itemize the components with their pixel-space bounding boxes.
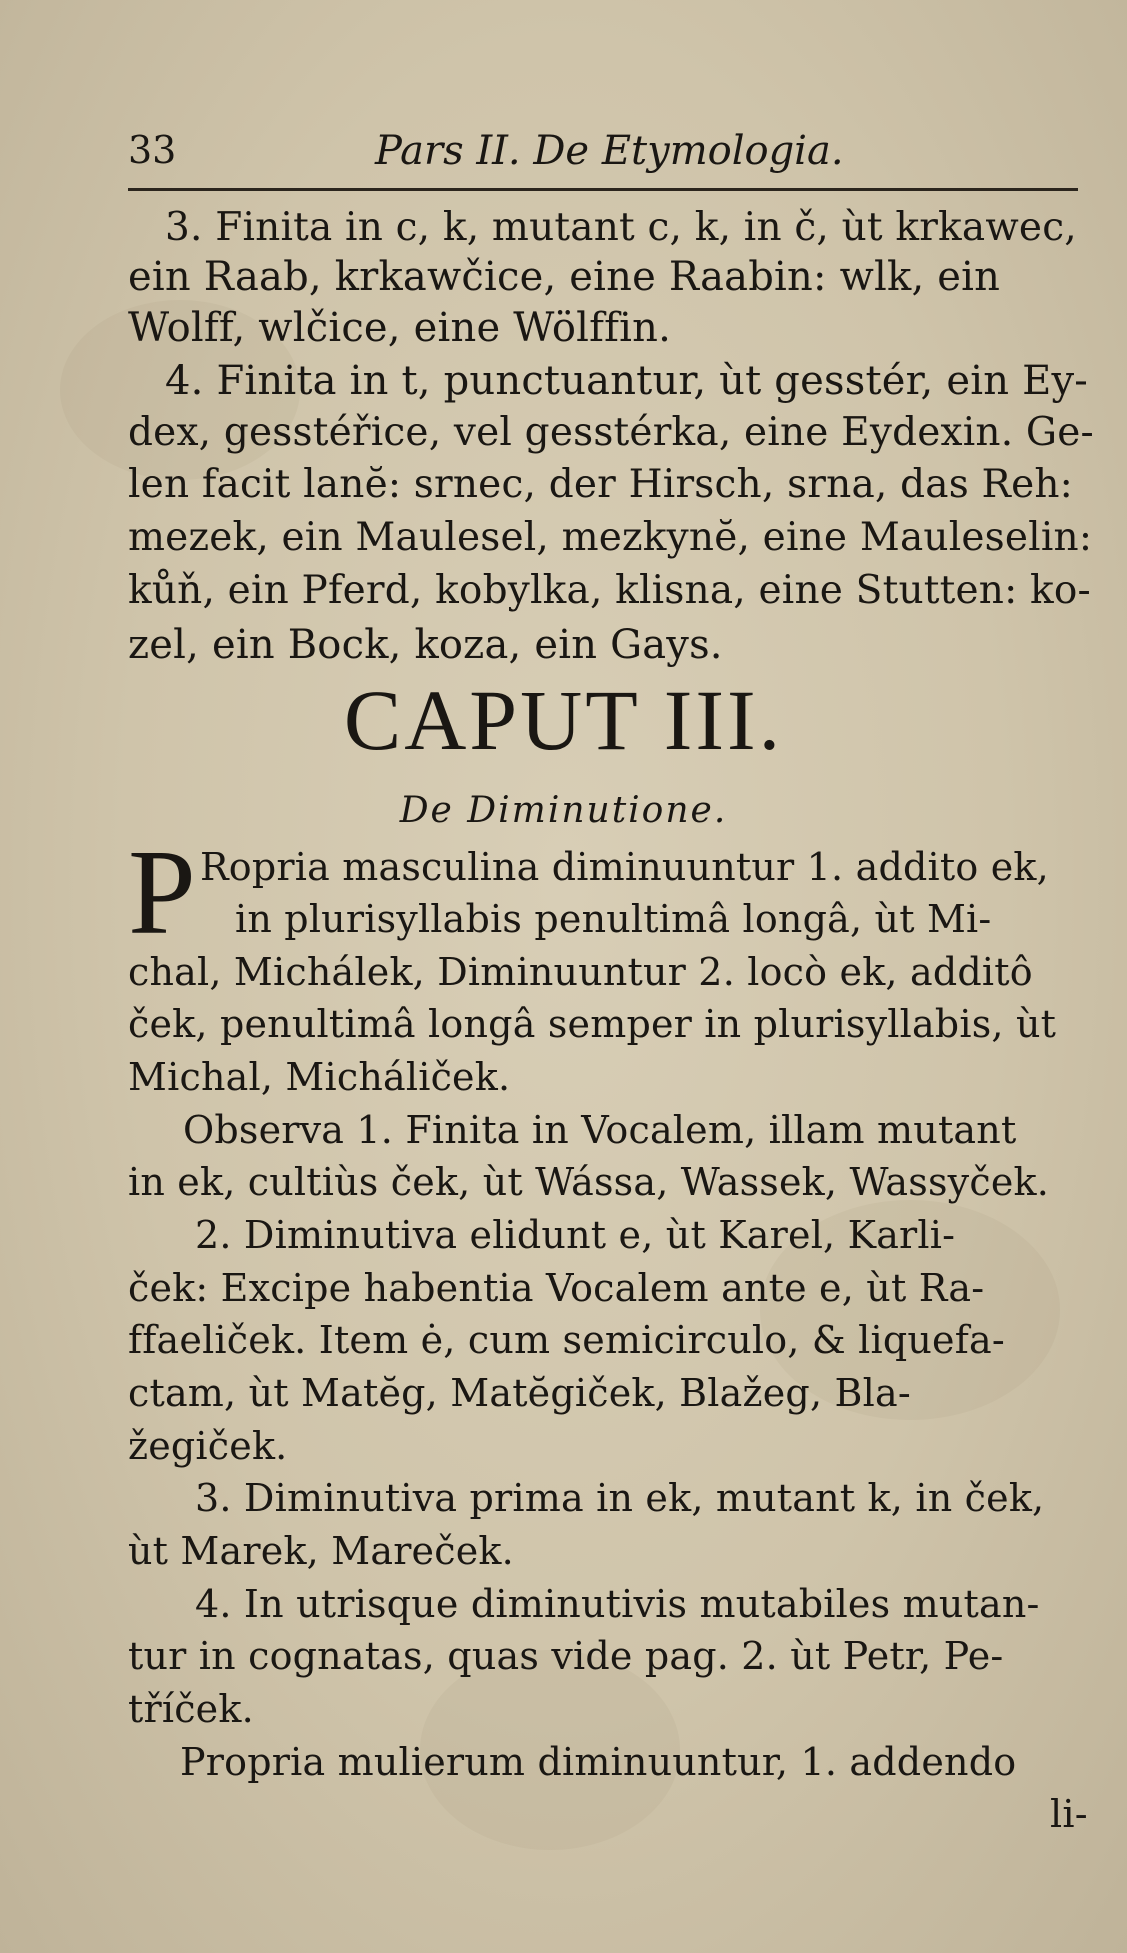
drop-cap: P	[128, 825, 196, 960]
text-line: kůň, ein Pferd, kobylka, klisna, eine Stutten: ko-	[128, 568, 1091, 613]
chapter-subtitle: De Diminutione.	[399, 790, 728, 831]
text-line: ček, penultimâ longâ semper in plurisyllabis, ùt	[128, 1002, 1057, 1046]
text-line: 4. Finita in t, punctuantur, ùt gesstér, ein Ey-	[165, 358, 1088, 404]
text-line: ffaeliček. Item ė, cum semicirculo, & liquefa-	[128, 1318, 1005, 1362]
text-line: 2. Diminutiva elidunt e, ùt Karel, Karli-	[195, 1213, 956, 1257]
text-line: ùt Marek, Mareček.	[128, 1529, 514, 1573]
text-line: in plurisyllabis penultimâ longâ, ùt Mi-	[235, 897, 992, 941]
text-line: ček: Excipe habentia Vocalem ante e, ùt Ra-	[128, 1266, 985, 1310]
text-line: Ropria masculina diminuuntur 1. addito ek,	[200, 845, 1049, 889]
catchword: li-	[1050, 1792, 1088, 1836]
text-line: 3. Diminutiva prima in ek, mutant k, in ček,	[195, 1476, 1045, 1520]
text-line: mezek, ein Maulesel, mezkynĕ, eine Mauleselin:	[128, 515, 1093, 560]
text-line: Wolff, wlčice, eine Wölffin.	[128, 305, 671, 351]
text-line: ein Raab, krkawčice, eine Raabin: wlk, ein	[128, 254, 1001, 300]
text-line: tříček.	[128, 1687, 254, 1731]
text-line: Propria mulierum diminuuntur, 1. addendo	[180, 1740, 1017, 1784]
text-line: 4. In utrisque diminutivis mutabiles mutan-	[195, 1582, 1040, 1626]
text-line: in ek, cultiùs ček, ùt Wássa, Wassek, Wassyček.	[128, 1160, 1050, 1204]
chapter-title: CAPUT III.	[343, 672, 784, 768]
text-line: ctam, ùt Matĕg, Matĕgiček, Blažeg, Bla-	[128, 1371, 911, 1415]
text-line: tur in cognatas, quas vide pag. 2. ùt Petr, Pe-	[128, 1634, 1004, 1678]
text-line: Observa 1. Finita in Vocalem, illam mutant	[183, 1108, 1017, 1152]
text-line: žegiček.	[128, 1424, 288, 1468]
text-line: dex, gesstéřice, vel gesstérka, eine Eydexin. Ge-	[128, 410, 1094, 455]
text-line: 3. Finita in c, k, mutant c, k, in č, ùt krkawec,	[165, 205, 1077, 250]
page-number: 33	[128, 128, 177, 172]
running-title: Pars II. De Etymologia.	[375, 128, 844, 174]
text-line: chal, Michálek, Diminuuntur 2. locò ek, additô	[128, 950, 1033, 994]
header-rule	[128, 188, 1078, 191]
text-line: len facit lanĕ: srnec, der Hirsch, srna, das Reh:	[128, 462, 1074, 507]
text-line: zel, ein Bock, koza, ein Gays.	[128, 622, 723, 668]
text-line: Michal, Micháliček.	[128, 1055, 511, 1099]
